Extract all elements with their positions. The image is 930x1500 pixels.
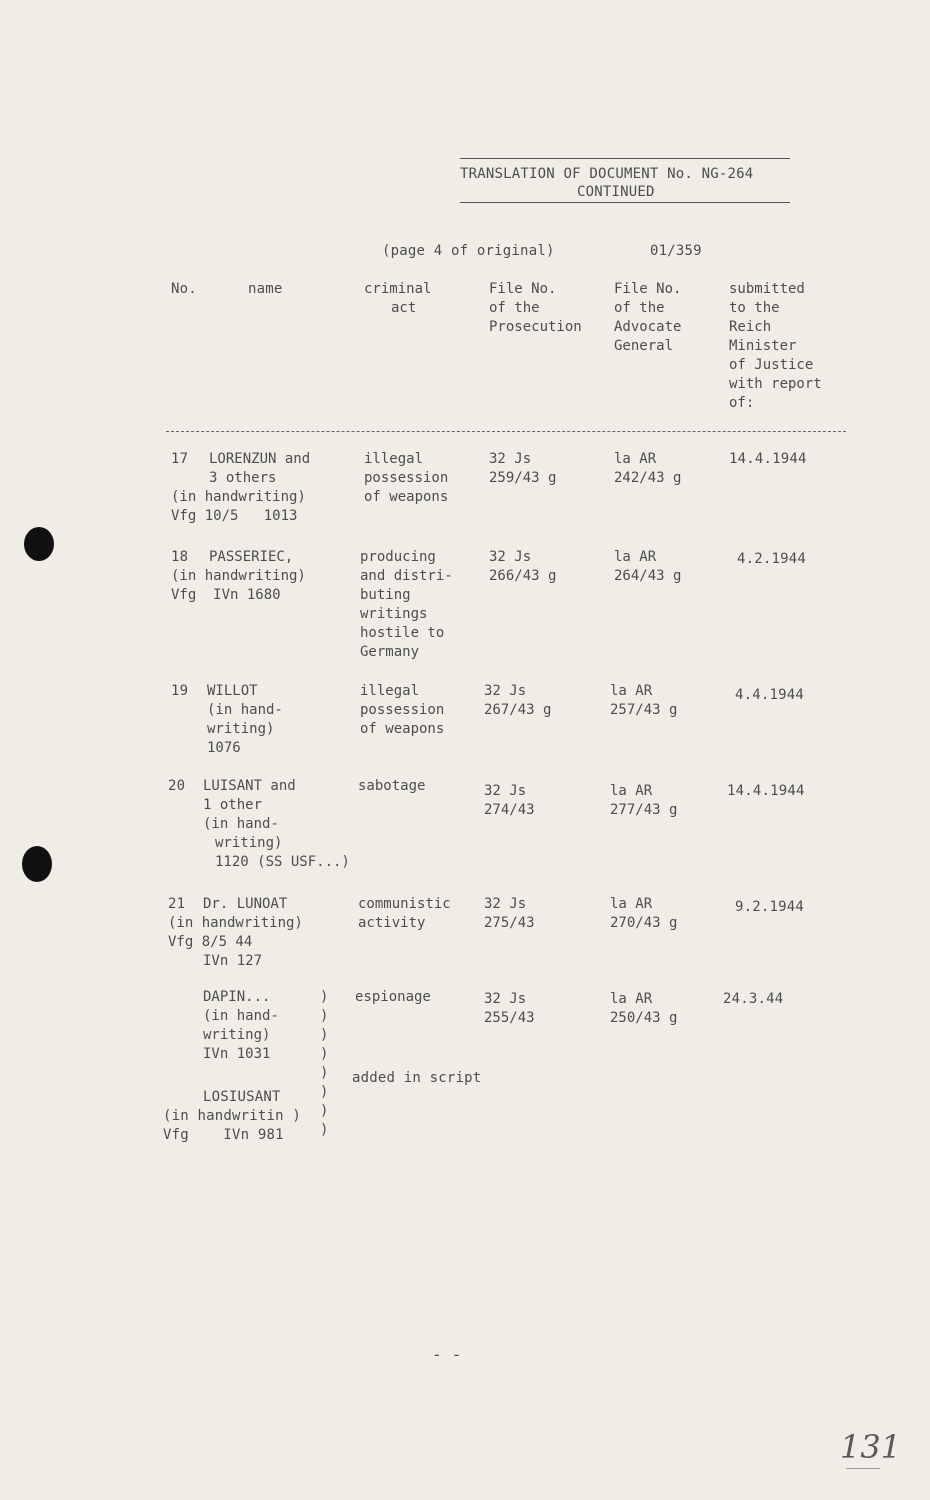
row-act-line: espionage: [355, 989, 431, 1005]
row-act: [358, 895, 451, 933]
row-name-line: writing): [215, 835, 283, 851]
row-file-line: 259/43 g: [489, 470, 557, 486]
row-file-advocate: [614, 548, 681, 586]
bracket: ): [320, 1046, 329, 1062]
row-submitted: 4.4.1944: [735, 687, 805, 703]
row-file-line: 242/43 g: [614, 470, 682, 486]
row-file-line: 250/43 g: [610, 1010, 678, 1026]
bracket: ): [320, 989, 329, 1005]
row-act-line: writings: [360, 606, 428, 622]
row-act-line: sabotage: [358, 778, 426, 794]
row-file-line: la AR: [614, 549, 657, 565]
row-name-line: IVn 1031: [203, 1046, 271, 1062]
row-submitted: 4.2.1944: [737, 551, 807, 567]
row-no: 20: [168, 778, 186, 794]
col-header-no: No.: [171, 281, 197, 297]
row-file-advocate: [610, 782, 677, 820]
row-name-line: (in hand-: [207, 702, 283, 718]
row-file-line: la AR: [614, 451, 657, 467]
row-file-prosecution: [484, 782, 535, 820]
row-name: [171, 450, 310, 526]
row-name-line: (in handwriting): [171, 489, 306, 505]
footer-dashes: - -: [432, 1345, 462, 1364]
row-file-prosecution: [489, 548, 556, 586]
handwritten-page-number: 131: [840, 1428, 902, 1466]
row-file-line: 274/43: [484, 802, 535, 818]
col-header-line: of the: [614, 300, 665, 316]
extra-name-reference: Vfg IVn 981: [163, 1127, 284, 1143]
document-title-continued: CONTINUED: [577, 184, 655, 200]
row-file-line: 32 Js: [489, 549, 532, 565]
row-name-line: IVn 127: [203, 953, 263, 969]
row-act: [355, 988, 431, 1007]
row-act-line: possession: [360, 702, 445, 718]
header-rule-bottom: [460, 202, 790, 203]
page-number-underline: [846, 1468, 880, 1469]
row-name-line: 1120 (SS USF...): [215, 854, 350, 870]
row-act-line: buting: [360, 587, 411, 603]
punch-hole-bottom: [22, 846, 52, 882]
row-act-line: possession: [364, 470, 449, 486]
row-submitted: 14.4.1944: [727, 783, 805, 799]
row-name-line: PASSERIEC,: [209, 549, 294, 565]
header-separator: [166, 431, 846, 432]
row-name-line: Vfg 8/5 44: [168, 934, 253, 950]
row-name-line: Dr. LUNOAT: [203, 896, 288, 912]
col-header-line: submitted: [729, 281, 805, 297]
row-no: 21: [168, 896, 186, 912]
col-header-line: of the: [489, 300, 540, 316]
bracket: ): [320, 1103, 329, 1119]
added-in-script-note: added in script: [352, 1070, 482, 1086]
row-file-line: 266/43 g: [489, 568, 557, 584]
extra-name: LOSIUSANT: [203, 1089, 281, 1105]
row-name: [171, 548, 306, 605]
row-submitted: 9.2.1944: [735, 899, 805, 915]
row-file-advocate: [610, 895, 677, 933]
row-name-line: WILLOT: [207, 683, 258, 699]
row-file-line: 257/43 g: [610, 702, 678, 718]
row-act: [360, 548, 453, 662]
row-act: [358, 777, 425, 796]
row-act-line: hostile to: [360, 625, 445, 641]
row-file-prosecution: [484, 895, 535, 933]
row-file-line: 275/43: [484, 915, 535, 931]
col-header-line: Minister: [729, 338, 797, 354]
row-act-line: of weapons: [360, 721, 445, 737]
col-header-line: File No.: [489, 281, 557, 297]
row-file-prosecution: [484, 990, 535, 1028]
row-file-line: 277/43 g: [610, 802, 678, 818]
row-name-line: 3 others: [209, 470, 277, 486]
header-rule-top: [460, 158, 790, 159]
row-act-line: Germany: [360, 644, 420, 660]
col-header-line: of Justice: [729, 357, 814, 373]
bracket-column: [320, 988, 328, 1140]
row-name-line: Vfg 10/5 1013: [171, 508, 298, 524]
row-act-line: communistic: [358, 896, 451, 912]
row-file-line: 264/43 g: [614, 568, 682, 584]
row-name-line: writing): [203, 1027, 271, 1043]
row-file-line: la AR: [610, 896, 653, 912]
col-header-line: Prosecution: [489, 319, 582, 335]
row-file-line: 255/43: [484, 1010, 535, 1026]
row-file-line: la AR: [610, 683, 653, 699]
row-name: [203, 777, 350, 872]
row-file-advocate: [614, 450, 681, 488]
row-file-line: 32 Js: [489, 451, 532, 467]
col-header-act-line: criminal: [364, 281, 432, 297]
row-name-line: (in hand-: [203, 1008, 279, 1024]
col-header-line: with report: [729, 376, 822, 392]
col-header-line: of:: [729, 395, 755, 411]
row-file-line: 267/43 g: [484, 702, 552, 718]
punch-hole-top: [24, 527, 54, 561]
col-header-line: General: [614, 338, 674, 354]
row-act: [364, 450, 448, 507]
col-header-name: name: [248, 281, 283, 297]
row-name-line: LORENZUN and: [209, 451, 311, 467]
col-header-file-advocate: [614, 280, 681, 356]
col-header-line: Advocate: [614, 319, 682, 335]
document-title: TRANSLATION OF DOCUMENT No. NG-264: [460, 166, 754, 182]
col-header-line: to the: [729, 300, 780, 316]
row-name-line: LUISANT and: [203, 778, 296, 794]
row-file-prosecution: [489, 450, 556, 488]
row-act-line: illegal: [360, 683, 420, 699]
col-header-act-line: act: [391, 300, 417, 316]
row-submitted: 24.3.44: [723, 991, 784, 1007]
row-name-line: (in handwriting): [171, 568, 306, 584]
bracket: ): [320, 1065, 329, 1081]
col-header-line: File No.: [614, 281, 682, 297]
row-no: 17: [171, 451, 189, 467]
row-name-line: Vfg IVn 1680: [171, 587, 281, 603]
bracket: ): [320, 1008, 329, 1024]
row-name: [207, 682, 283, 758]
row-file-line: 32 Js: [484, 896, 527, 912]
row-file-line: la AR: [610, 991, 653, 1007]
row-no: 18: [171, 549, 189, 565]
row-file-line: 32 Js: [484, 783, 527, 799]
row-file-prosecution: [484, 682, 551, 720]
row-submitted: 14.4.1944: [729, 451, 807, 467]
row-file-line: la AR: [610, 783, 653, 799]
row-act-line: producing: [360, 549, 436, 565]
row-name-line: (in handwriting): [168, 915, 303, 931]
page-note: (page 4 of original): [382, 243, 555, 259]
row-name-line: DAPIN...: [203, 989, 271, 1005]
col-header-submitted: [729, 280, 822, 413]
row-act-line: illegal: [364, 451, 424, 467]
row-name: [168, 895, 303, 971]
row-name-line: 1076: [207, 740, 241, 756]
row-no: 19: [171, 683, 189, 699]
extra-name-handwriting: (in handwritin ): [163, 1108, 302, 1124]
row-act: [360, 682, 444, 739]
row-file-line: 32 Js: [484, 683, 527, 699]
col-header-line: Reich: [729, 319, 772, 335]
row-name: [203, 988, 279, 1064]
row-file-advocate: [610, 682, 677, 720]
row-name-line: 1 other: [203, 797, 263, 813]
col-header-act: [364, 280, 431, 318]
row-file-line: 270/43 g: [610, 915, 678, 931]
row-act-line: of weapons: [364, 489, 449, 505]
bracket: ): [320, 1122, 329, 1138]
bracket: ): [320, 1027, 329, 1043]
row-act-line: and distri-: [360, 568, 453, 584]
row-file-line: 32 Js: [484, 991, 527, 1007]
row-file-advocate: [610, 990, 677, 1028]
document-reference: 01/359: [650, 243, 702, 259]
bracket: ): [320, 1084, 329, 1100]
row-name-line: (in hand-: [203, 816, 279, 832]
row-act-line: activity: [358, 915, 426, 931]
col-header-file-prosecution: [489, 280, 582, 337]
row-name-line: writing): [207, 721, 275, 737]
